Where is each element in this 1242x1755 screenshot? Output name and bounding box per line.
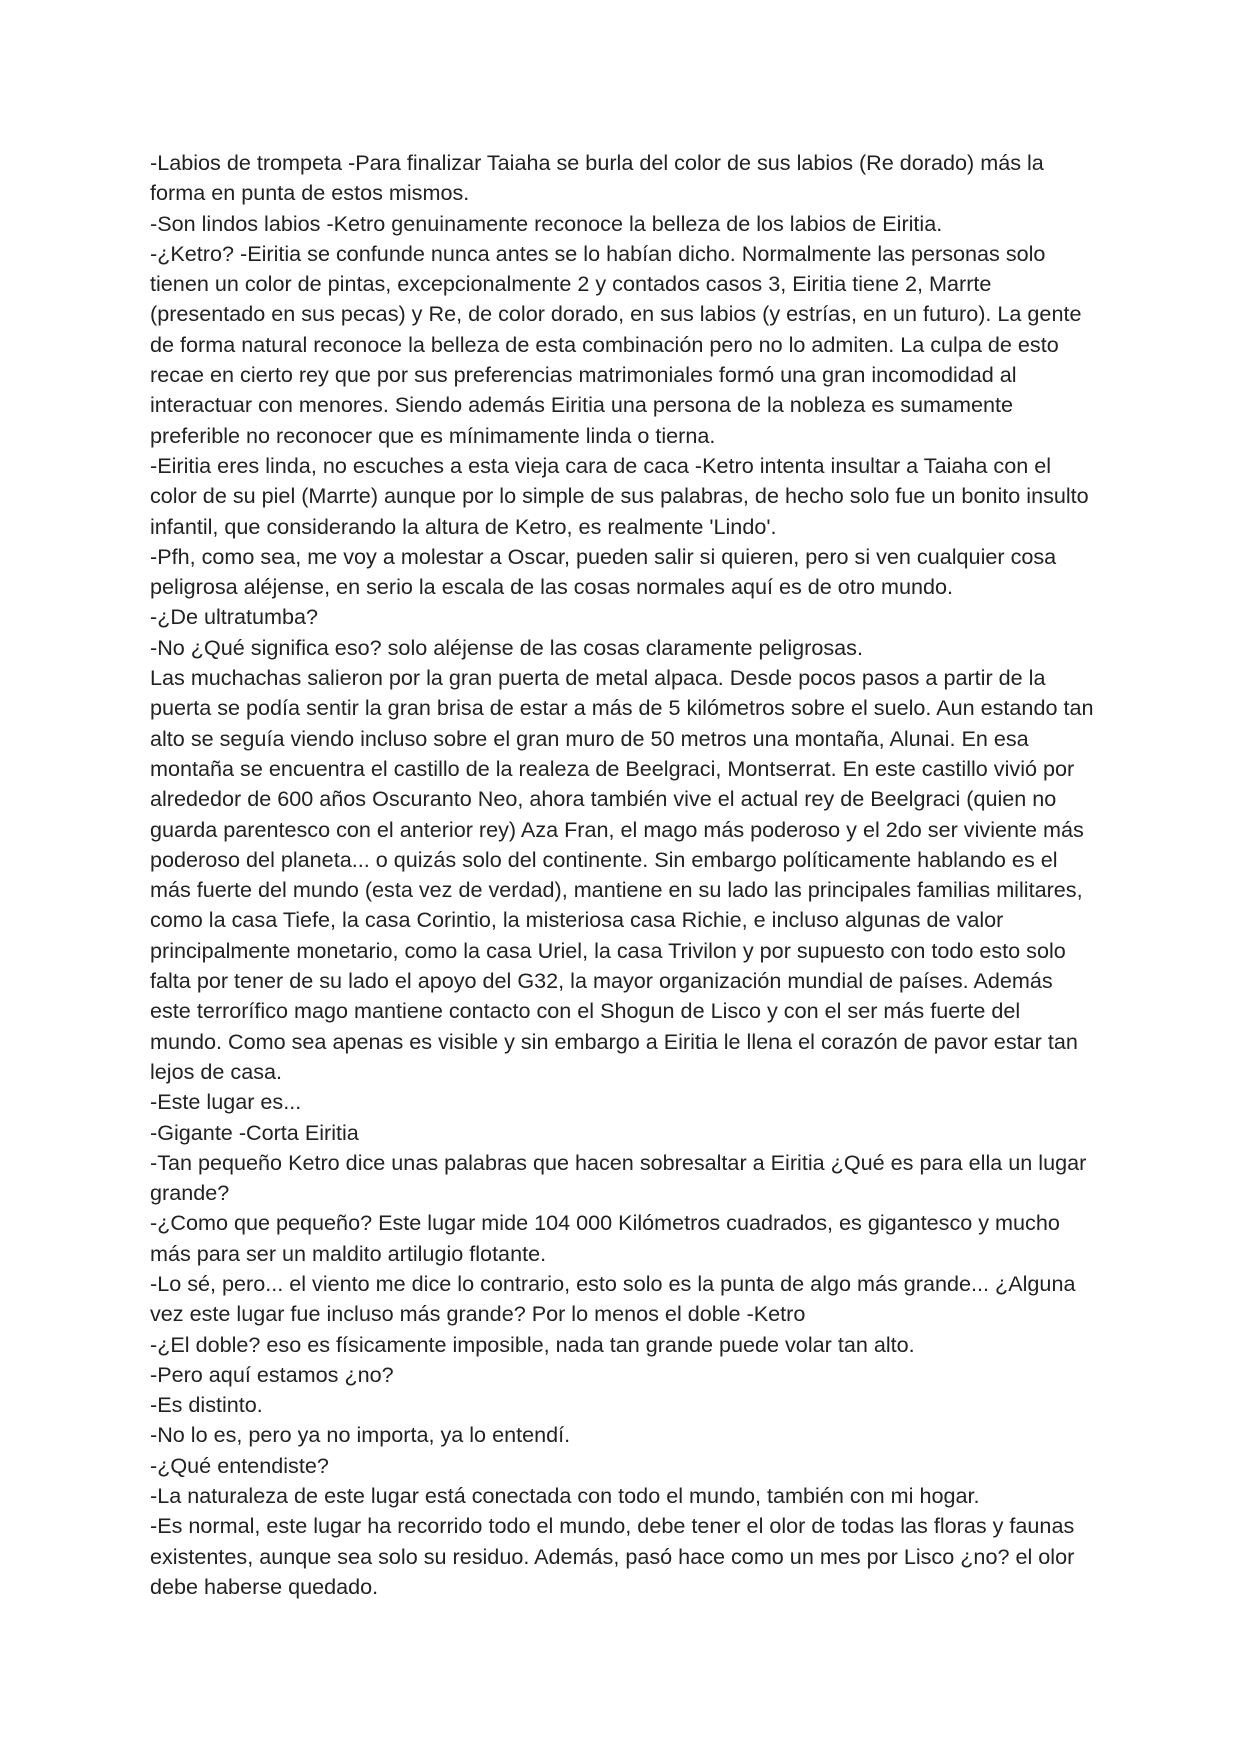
paragraph: -Pero aquí estamos ¿no? — [150, 1361, 394, 1387]
paragraph: -¿Ketro? -Eiritia se confunde nunca antes se lo habían dicho. Normalmente las personas solo tienen un color de pintas, excepcionalmente 2 y contados casos 3, Eiritia tiene 2, Marrte (presentado en sus pecas) y Re, de color dorado, en sus labios (y estrías, en un futuro). La gente de forma natural reconoce la belleza de esta combinación pero no lo admiten. La culpa de esto recae en cierto rey que por sus preferencias matrimoniales formó una gran incomodidad al interactuar con menores. Siendo además Eiritia una persona de la nobleza es sumamente preferible no reconocer que es mínimamente linda o tierna. — [150, 240, 1082, 448]
paragraph: -Gigante -Corta Eiritia — [150, 1119, 359, 1145]
paragraph: -No ¿Qué significa eso? solo aléjense de las cosas claramente peligrosas. — [150, 634, 863, 660]
paragraph: -Son lindos labios -Ketro genuinamente reconoce la belleza de los labios de Eiritia. — [150, 210, 943, 236]
paragraph: -¿Qué entendiste? — [150, 1452, 329, 1478]
paragraph: -Labios de trompeta -Para finalizar Taiaha se burla del color de sus labios (Re dorado) más la forma en punta de estos mismos. — [150, 150, 1044, 206]
paragraph: -¿El doble? eso es físicamente imposible, nada tan grande puede volar tan alto. — [150, 1331, 915, 1357]
paragraph: -No lo es, pero ya no importa, ya lo entendí. — [150, 1422, 571, 1448]
paragraph: -Este lugar es... — [150, 1089, 302, 1115]
paragraph: -Es distinto. — [150, 1392, 263, 1418]
paragraph: Las muchachas salieron por la gran puerta de metal alpaca. Desde pocos pasos a partir de la puerta se podía sentir la gran brisa de estar a más de 5 kilómetros sobre el suelo. Aun estando tan alto se seguía viendo incluso sobre el gran muro de 50 metros una montaña, Alunai. En esa montaña se encuentra el castillo de la realeza de Beelgraci, Montserrat. En este castillo vivió por alrededor de 600 años Oscuranto Neo, ahora también vive el actual rey de Beelgraci (quien no guarda parentesco con el anterior rey) Aza Fran, el mago más poderoso y el 2do ser viviente más poderoso del planeta... o quizás solo del continente. Sin embargo políticamente hablando es el más fuerte del mundo (esta vez de verdad), mantiene en su lado las principales familias militares, como la casa Tiefe, la casa Corintio, la misteriosa casa Richie, e incluso algunas de valor principalmente monetario, como la casa Uriel, la casa Trivilon y por supuesto con todo esto solo falta por tener de su lado el apoyo del G32, la mayor organización mundial de países. Además este terrorífico mago mantiene contacto con el Shogun de Lisco y con el ser más fuerte del mundo. Como sea apenas es visible y sin embargo a Eiritia le llena el corazón de pavor estar tan lejos de casa. — [150, 665, 1094, 1084]
document-body — [150, 148, 1095, 1602]
paragraph: -Eiritia eres linda, no escuches a esta vieja cara de caca -Ketro intenta insultar a Taiaha con el color de su piel (Marrte) aunque por lo simple de sus palabras, de hecho solo fue un bonito insulto infantil, que considerando la altura de Ketro, es realmente 'Lindo'. — [150, 452, 1089, 539]
paragraph: -Pfh, como sea, me voy a molestar a Oscar, pueden salir si quieren, pero si ven cualquier cosa peligrosa aléjense, en serio la escala de las cosas normales aquí es de otro mundo. — [150, 543, 1057, 600]
paragraph: -Es normal, este lugar ha recorrido todo el mundo, debe tener el olor de todas las floras y faunas existentes, aunque sea solo su residuo. Además, pasó hace como un mes por Lisco ¿no? el olor debe haberse quedado. — [150, 1513, 1075, 1599]
paragraph: -Tan pequeño Ketro dice unas palabras que hacen sobresaltar a Eiritia ¿Qué es para ella un lugar grande? — [150, 1149, 1087, 1206]
paragraph: -La naturaleza de este lugar está conectada con todo el mundo, también con mi hogar. — [150, 1483, 980, 1509]
paragraph: -¿Como que pequeño? Este lugar mide 104 000 Kilómetros cuadrados, es gigantesco y mucho más para ser un maldito artilugio flotante. — [150, 1210, 1060, 1266]
paragraph: -Lo sé, pero... el viento me dice lo contrario, esto solo es la punta de algo más grande... ¿Alguna vez este lugar fue incluso más grande? Por lo menos el doble -Ketro — [150, 1270, 1076, 1327]
paragraph: -¿De ultratumba? — [150, 604, 319, 630]
